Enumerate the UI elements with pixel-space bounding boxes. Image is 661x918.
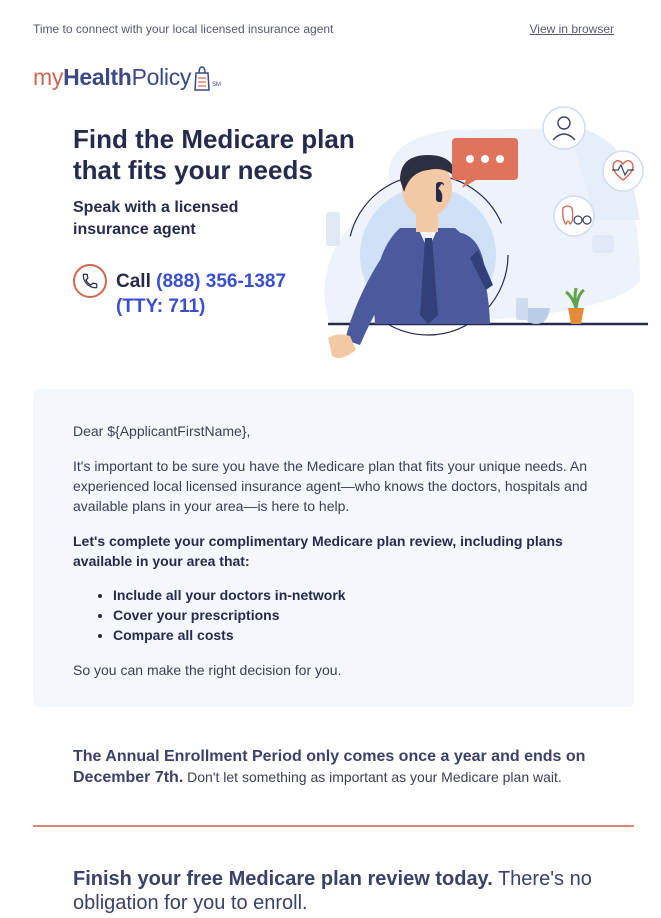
list-item: • Compare all costs	[113, 625, 593, 645]
heart-monitor-icon	[603, 151, 643, 191]
logo-policy: Policy	[131, 64, 192, 90]
call-text[interactable]	[116, 269, 286, 319]
finish-cta	[73, 867, 593, 915]
hero-subtitle: Speak with a licensed insurance agent	[73, 199, 239, 238]
letter-closing: So you can make the right decision for you.	[73, 662, 342, 678]
preheader	[33, 22, 614, 36]
enrollment-notice	[73, 746, 603, 788]
letter-para-1: It's important to be sure you have the Medicare plan that fits your unique needs. An experienced local licensed insurance agent—who knows the doctors, hospitals and available plans in your area—is here to help.	[73, 458, 588, 514]
list-item: • Cover your prescriptions	[113, 605, 593, 625]
logo-sm: SM	[212, 82, 221, 88]
view-in-browser-link[interactable]: View in browser	[529, 22, 614, 36]
shopping-bag-icon	[193, 65, 211, 91]
letter-para-2: Let's complete your complimentary Medicare plan review, including plans available in your area that:	[73, 533, 563, 569]
call-block[interactable]	[73, 264, 286, 319]
letter-body	[73, 421, 593, 695]
logo[interactable]	[33, 64, 221, 91]
doctor-icon	[543, 107, 585, 149]
finish-rest: There's no obligation for you to enroll.	[73, 868, 592, 914]
phone-icon	[73, 264, 107, 298]
benefits-list	[113, 585, 593, 645]
list-item: • Include all your doctors in-network	[113, 585, 593, 605]
enrollment-rest: Don't let something as important as your Medicare plan wait.	[183, 769, 562, 785]
phone-number-link[interactable]: (888) 356-1387	[156, 271, 287, 292]
logo-health: Health	[63, 64, 132, 90]
preheader-text: Time to connect with your local licensed insurance agent	[33, 22, 334, 36]
call-label: Call	[116, 271, 151, 292]
finish-bold: Finish your free Medicare plan review today.	[73, 868, 493, 890]
greeting: Dear ${ApplicantFirstName},	[73, 423, 251, 439]
divider	[33, 825, 634, 827]
agent-illustration	[310, 100, 655, 365]
enrollment-bold: The Annual Enrollment Period only comes once a year and ends on December 7th.	[73, 748, 586, 786]
letter-card	[33, 389, 634, 707]
logo-my: my	[33, 64, 64, 90]
tty-number[interactable]: (TTY: 711)	[116, 296, 206, 317]
tooth-glasses-icon	[554, 196, 594, 236]
hero-title: Find the Medicare plan that fits your needs	[73, 124, 355, 185]
